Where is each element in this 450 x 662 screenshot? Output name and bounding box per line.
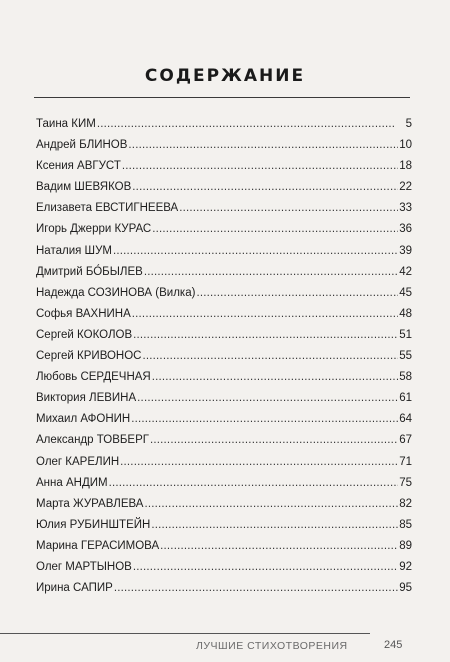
- toc-entry-page: 36: [399, 223, 412, 236]
- toc-dot-leader: [144, 494, 398, 515]
- toc-dot-leader: [133, 557, 398, 578]
- toc-entry-author: Наталия ШУМ: [36, 244, 112, 257]
- toc-entry-page: 92: [399, 560, 412, 573]
- toc-entry: [36, 557, 412, 578]
- toc-entry-author: Юлия РУБИНШТЕЙН: [36, 518, 151, 531]
- toc-entry-author: Олег МАРТЫНОВ: [36, 560, 132, 573]
- toc-entry-author: Софья ВАХНИНА: [36, 307, 131, 320]
- toc-entry: [36, 325, 412, 346]
- toc-entry: [36, 219, 412, 240]
- toc-entry-page: 45: [399, 286, 412, 299]
- toc-entry-author: Сергей КРИВОНОС: [36, 350, 142, 363]
- toc-entry-page: 67: [399, 434, 412, 447]
- toc-entry-author: Марина ГЕРАСИМОВА: [36, 539, 160, 552]
- toc-entry: [36, 241, 412, 262]
- toc-entry: [36, 515, 412, 536]
- toc-entry: [36, 367, 412, 388]
- toc-dot-leader: [131, 409, 398, 430]
- toc-entry-author: Игорь Джерри КУРАС: [36, 223, 152, 236]
- toc-dot-leader: [97, 114, 405, 135]
- title-divider: [34, 97, 410, 98]
- toc-entry-author: Олег КАРЕЛИН: [36, 455, 120, 468]
- toc-entry-author: Ксения АВГУСТ: [36, 160, 121, 173]
- toc-entry-page: 82: [399, 497, 412, 510]
- footer-series-title: ЛУЧШИЕ СТИХОТВОРЕНИЯ: [196, 640, 348, 652]
- toc-entry-author: Таина КИМ: [36, 118, 96, 130]
- toc-dot-leader: [132, 177, 398, 198]
- toc-entry-author: Дмитрий БО́БЫЛЕВ: [36, 265, 143, 278]
- footer-page-number: 245: [384, 639, 403, 651]
- toc-entry-author: Виктория ЛЕВИНА: [36, 392, 137, 405]
- toc-entry: [36, 452, 412, 473]
- toc-dot-leader: [179, 198, 398, 219]
- toc-dot-leader: [150, 430, 398, 451]
- toc-entry-page: 39: [399, 244, 412, 257]
- toc-dot-leader: [196, 283, 398, 304]
- toc-dot-leader: [137, 388, 398, 409]
- toc-entry-author: Андрей БЛИНОВ: [36, 139, 128, 152]
- toc-entry: [36, 494, 412, 515]
- toc-dot-leader: [120, 452, 398, 473]
- toc-entry-author: Анна АНДИМ: [36, 476, 108, 489]
- toc-entry-page: 22: [399, 181, 412, 194]
- toc-dot-leader: [113, 241, 398, 262]
- toc-entry: [36, 409, 412, 430]
- toc-entry-page: 51: [399, 328, 412, 341]
- toc-entry-page: 71: [399, 455, 412, 468]
- toc-entry: [36, 283, 412, 304]
- toc-entry-page: 85: [399, 518, 412, 531]
- toc-entry: [36, 536, 412, 557]
- toc-dot-leader: [109, 473, 399, 494]
- toc-entry: [36, 262, 412, 283]
- toc-entry: [36, 388, 412, 409]
- toc-entry: [36, 346, 412, 367]
- toc-entry-author: Александр ТОВБЕРГ: [36, 434, 149, 447]
- toc-dot-leader: [142, 346, 398, 367]
- toc-dot-leader: [144, 262, 398, 283]
- toc-entry-page: 33: [399, 202, 412, 215]
- toc-entry-page: 10: [399, 139, 412, 152]
- toc-dot-leader: [152, 367, 398, 388]
- toc-entry: [36, 304, 412, 325]
- toc-dot-leader: [133, 325, 398, 346]
- toc-entry-author: Любовь СЕРДЕЧНАЯ: [36, 371, 151, 384]
- toc-dot-leader: [128, 135, 398, 156]
- toc-entry-page: 58: [399, 371, 412, 384]
- toc-entry: [36, 135, 412, 156]
- toc-entry: [36, 198, 412, 219]
- toc-entry-page: 42: [399, 265, 412, 278]
- toc-entry-author: Надежда СОЗИНОВА (Вилка): [36, 286, 196, 299]
- toc-entry-author: Марта ЖУРАВЛЕВА: [36, 497, 144, 510]
- toc-entry-page: 89: [399, 539, 412, 552]
- footer-divider: [0, 633, 370, 634]
- toc-entry: [36, 156, 412, 177]
- toc-entry: [36, 114, 412, 135]
- table-of-contents: [36, 114, 412, 599]
- toc-entry-author: Ирина САПИР: [36, 582, 113, 595]
- toc-entry: [36, 177, 412, 198]
- toc-entry-page: 18: [399, 160, 412, 173]
- toc-entry-page: 95: [399, 582, 412, 595]
- toc-entry: [36, 473, 412, 494]
- toc-dot-leader: [151, 515, 398, 536]
- toc-entry: [36, 430, 412, 451]
- toc-entry-page: 75: [399, 476, 412, 489]
- toc-entry-page: 61: [399, 392, 412, 405]
- toc-dot-leader: [152, 219, 398, 240]
- toc-entry-author: Елизавета ЕВСТИГНЕЕВА: [36, 202, 179, 215]
- toc-dot-leader: [132, 304, 398, 325]
- toc-entry-author: Сергей КОКОЛОВ: [36, 328, 133, 341]
- toc-entry-page: 64: [399, 413, 412, 426]
- toc-entry: [36, 578, 412, 599]
- toc-dot-leader: [122, 156, 398, 177]
- page-title: СОДЕРЖАНИЕ: [144, 66, 306, 86]
- toc-entry-page: 48: [399, 307, 412, 320]
- toc-entry-page: 55: [399, 350, 412, 363]
- toc-dot-leader: [114, 578, 398, 599]
- toc-entry-author: Михаил АФОНИН: [36, 413, 131, 426]
- toc-entry-author: Вадим ШЕВЯКОВ: [36, 181, 132, 194]
- toc-dot-leader: [160, 536, 398, 557]
- toc-entry-page: 5: [405, 118, 412, 130]
